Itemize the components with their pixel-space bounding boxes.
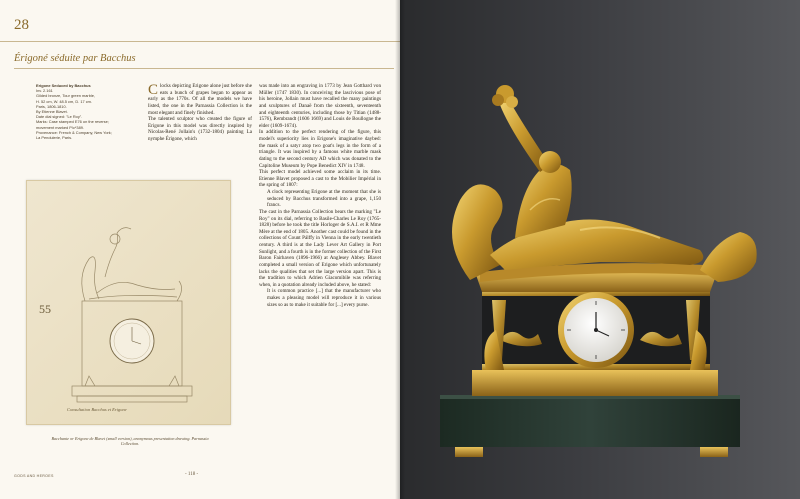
catalog-line: movement marked P/c*389. (36, 124, 85, 130)
right-page (400, 0, 800, 499)
text-column-1 (148, 83, 252, 143)
catalog-line: Provenance: French & Company, New York; (36, 129, 112, 135)
paragraph: was made into an engraving in 1773 by Jean Gotthard von Müller (1747 1830). In conceiving the lascivious pose of his heroine, Jollain must have recalled the many paintings and sculptures of Danaë from the sixteenth, seventeenth and eighteenth centuries, including those by Titian (1488-1576), Rembrandt (1606 1669) and Louis de Boullogne the elder (1609-1674). (259, 83, 381, 129)
folio: - 118 - (185, 472, 199, 477)
catalog-line: Erigone Seduced by Bacchus (36, 83, 91, 88)
daybed-scroll (452, 184, 503, 280)
sketch-number: 55 (39, 302, 51, 316)
paragraph: This perfect model achieved some acclaim in its time. Etienne Blavet proposed a cast to the Mobilier Impérial in the spring of 1807: (259, 169, 381, 189)
catalog-line: Gilded bronze, Tour green marble, (36, 93, 95, 99)
catalog-line: H. 52 cm, W. 48.5 cm, D. 17 cm. (36, 98, 92, 104)
text-column-2 (259, 83, 381, 308)
drawing-illustration (27, 181, 230, 424)
book-gutter (395, 0, 405, 499)
catalog-line: By Etienne Blavet. (36, 109, 68, 115)
catalog-line: Paris, 1806-1810. (36, 103, 67, 109)
drop-cap: C (148, 82, 159, 98)
catalog-line: Inv. 2.161 (36, 88, 53, 94)
header-rule (0, 41, 400, 42)
figure-caption: Bacchante or Erigone de Blavet (small version), anonymous presentation drawing. Parnassia Collection. (51, 436, 209, 447)
sketch-inscription: Consultation Bacchus et Erigone (67, 407, 127, 412)
chapter-title: Érigoné séduite par Bacchus (14, 53, 136, 64)
page-number: 28 (14, 17, 29, 33)
catalog-line: Date dial signed: "Le Roy". (36, 114, 83, 120)
presentation-drawing (26, 180, 231, 425)
catalog-line: Marks: Case stamped E76 on the reverse; (36, 119, 109, 125)
clock-photograph (400, 0, 800, 499)
block-quote: It is common practice [...] that the manufacturer who makes a pleasing model will reproduce it in various sizes so as to make it suitable for [...] every purse. (267, 288, 381, 308)
paragraph: In addition to the perfect rendering of the figure, this model's superiority lies in Erigone's imaginative daybed: the mask of a satyr atop two goat's legs in the form of a triangle. It was inspired by a famous white marble mask dating to the second century AD which was donated to the Capitoline Museum by Pope Benedict XIV in 1748. (259, 129, 381, 169)
block-quote: A clock representing Erigone at the moment that she is seduced by Bacchus transformed into a grape, 1,150 francs. (267, 189, 381, 209)
catalog-line: La Pendulerie, Paris. (36, 135, 73, 141)
paragraph: The cast in the Parnassia Collection bears the marking "Le Roy" on its dial, referring to Basile-Charles Le Roy (1765-1828) before he took the title Horloger de S.A.I. et R Mme Mère at the end of 1805. Another cast could be found in the collections of Count Pálffy in Vienna in the early twentieth century. A third is at the Lady Lever Art Gallery in Port Sunlight, and a fourth is in the former collection of the First Baron Fairhaven (1896-1966) at Anglesey Abbey. Blavet completed a small version of Erigone which unfortunately lacks the qualities that set the large version apart. This is the tradition to which Adrien Giacomibile was referring when, in a quotation already included above, he stated: (259, 208, 381, 288)
paragraph: locks depicting Erigone alone just before she eats a bunch of grapes began to appear as early as the 1770s. Of all the models we have listed, the one in the Parnassia Collection is the most elegant and finely finished. (148, 83, 252, 116)
paragraph: The talented sculptor who created the figure of Erigone in this model was directly inspired by Nicolas-René Jollain's (1732-1804) painting La nymphe Érigone, which (148, 116, 252, 142)
marble-base (440, 395, 740, 447)
catalog-entry (36, 83, 136, 140)
title-rule (14, 68, 394, 69)
running-footer: GODS AND HEROES (14, 474, 54, 478)
